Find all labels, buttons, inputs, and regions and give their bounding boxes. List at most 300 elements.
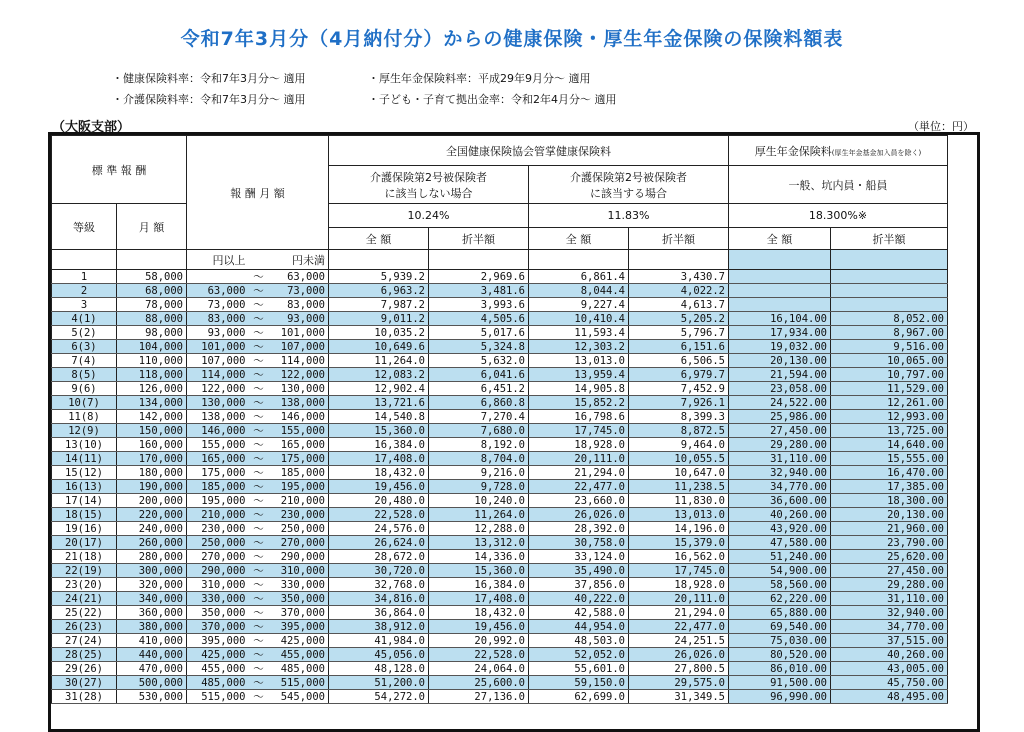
range-low-cell: 195,000 [187,494,249,508]
nokaigo-half-cell: 9,216.0 [429,466,529,480]
grade-cell: 13(10) [52,438,117,452]
monthly-cell: 260,000 [117,536,187,550]
range-low-cell: 122,000 [187,382,249,396]
nokaigo-half-cell: 22,528.0 [429,648,529,662]
table-row [52,564,948,578]
nokaigo-half-cell: 24,064.0 [429,662,529,676]
range-tilde: ～ [249,354,269,368]
table-row [52,508,948,522]
pension-half-cell: 29,280.00 [831,578,948,592]
grade-cell: 18(15) [52,508,117,522]
yen-below-label: 円未満 [269,250,329,270]
grade-cell: 11(8) [52,410,117,424]
pension-full-cell: 29,280.00 [729,438,831,452]
range-tilde: ～ [249,606,269,620]
nokaigo-half-cell: 5,324.8 [429,340,529,354]
nokaigo-full-cell: 14,540.8 [329,410,429,424]
grade-cell: 9(6) [52,382,117,396]
header-pension-label: 厚生年金保険料 [754,144,832,158]
pre-monthly [117,250,187,270]
range-low-cell: 425,000 [187,648,249,662]
nokaigo-full-cell: 30,720.0 [329,564,429,578]
nokaigo-full-cell: 10,649.6 [329,340,429,354]
table-row [52,480,948,494]
nokaigo-full-cell: 16,384.0 [329,438,429,452]
range-tilde: ～ [249,578,269,592]
kaigo-half-cell: 3,430.7 [629,270,729,284]
pension-half-cell: 8,052.00 [831,312,948,326]
kaigo-full-cell: 44,954.0 [529,620,629,634]
nokaigo-half-cell: 17,408.0 [429,592,529,606]
pension-full-cell: 31,110.00 [729,452,831,466]
kaigo-half-cell: 16,562.0 [629,550,729,564]
range-high-cell: 455,000 [269,648,329,662]
kaigo-half-cell: 6,506.5 [629,354,729,368]
kaigo-full-cell: 55,601.0 [529,662,629,676]
kaigo-half-cell: 8,872.5 [629,424,729,438]
range-tilde: ～ [249,396,269,410]
pension-full-cell: 43,920.00 [729,522,831,536]
range-tilde: ～ [249,522,269,536]
kaigo-full-cell: 48,503.0 [529,634,629,648]
grade-cell: 6(3) [52,340,117,354]
pre-c [529,250,629,270]
range-high-cell: 73,000 [269,284,329,298]
nokaigo-full-cell: 5,939.2 [329,270,429,284]
table-row [52,284,948,298]
range-high-cell: 130,000 [269,382,329,396]
nokaigo-full-cell: 19,456.0 [329,480,429,494]
kaigo-half-cell: 6,979.7 [629,368,729,382]
table-row [52,606,948,620]
range-low-cell: 270,000 [187,550,249,564]
kaigo-half-cell: 15,379.0 [629,536,729,550]
kaigo-full-cell: 26,026.0 [529,508,629,522]
nokaigo-half-cell: 7,680.0 [429,424,529,438]
range-tilde: ～ [249,298,269,312]
pension-half-cell: 34,770.00 [831,620,948,634]
pension-full-cell: 16,104.00 [729,312,831,326]
range-tilde: ～ [249,662,269,676]
pre-tilde [249,250,269,270]
grade-cell: 3 [52,298,117,312]
pension-half-cell: 14,640.00 [831,438,948,452]
pension-full-cell: 96,990.00 [729,690,831,704]
range-tilde: ～ [249,466,269,480]
kaigo-half-cell: 10,055.5 [629,452,729,466]
pension-full-cell: 69,540.00 [729,620,831,634]
table-row [52,592,948,606]
range-high-cell: 545,000 [269,690,329,704]
range-tilde: ～ [249,340,269,354]
range-high-cell: 485,000 [269,662,329,676]
range-high-cell: 195,000 [269,480,329,494]
table-row [52,382,948,396]
range-high-cell: 155,000 [269,424,329,438]
grade-cell: 23(20) [52,578,117,592]
grade-cell: 5(2) [52,326,117,340]
range-low-cell: 101,000 [187,340,249,354]
table-row [52,550,948,564]
table-row [52,424,948,438]
range-low-cell: 73,000 [187,298,249,312]
nokaigo-half-cell: 6,451.2 [429,382,529,396]
range-high-cell: 310,000 [269,564,329,578]
kaigo-full-cell: 6,861.4 [529,270,629,284]
range-low-cell: 290,000 [187,564,249,578]
range-tilde: ～ [249,438,269,452]
range-high-cell: 270,000 [269,536,329,550]
range-high-cell: 210,000 [269,494,329,508]
nokaigo-half-cell: 5,632.0 [429,354,529,368]
range-high-cell: 165,000 [269,438,329,452]
range-high-cell: 395,000 [269,620,329,634]
range-low-cell: 310,000 [187,578,249,592]
pension-half-cell: 15,555.00 [831,452,948,466]
grade-cell: 12(9) [52,424,117,438]
kaigo-full-cell: 14,905.8 [529,382,629,396]
header-pension-note: (厚生年金基金加入員を除く) [831,148,922,157]
pension-full-cell: 54,900.00 [729,564,831,578]
range-tilde: ～ [249,494,269,508]
range-low-cell: 155,000 [187,438,249,452]
grade-cell: 4(1) [52,312,117,326]
range-tilde: ～ [249,382,269,396]
table-row [52,354,948,368]
nokaigo-half-cell: 3,481.6 [429,284,529,298]
range-tilde: ～ [249,620,269,634]
monthly-cell: 160,000 [117,438,187,452]
range-low-cell: 370,000 [187,620,249,634]
header-kaigo-line2: に該当する場合 [590,186,667,200]
monthly-cell: 58,000 [117,270,187,284]
nokaigo-full-cell: 6,963.2 [329,284,429,298]
header-pension-type: 一般、坑内員・船員 [729,166,948,204]
kaigo-half-cell: 4,022.2 [629,284,729,298]
header-half-1: 折半額 [429,228,529,250]
table-row [52,676,948,690]
nokaigo-full-cell: 41,984.0 [329,634,429,648]
kaigo-full-cell: 40,222.0 [529,592,629,606]
kaigo-full-cell: 37,856.0 [529,578,629,592]
range-tilde: ～ [249,676,269,690]
monthly-cell: 410,000 [117,634,187,648]
nokaigo-full-cell: 17,408.0 [329,452,429,466]
monthly-cell: 104,000 [117,340,187,354]
monthly-cell: 78,000 [117,298,187,312]
header-full-2: 全 額 [529,228,629,250]
grade-cell: 29(26) [52,662,117,676]
pre-e [729,250,831,270]
range-high-cell: 425,000 [269,634,329,648]
pension-full-cell: 91,500.00 [729,676,831,690]
nokaigo-half-cell: 8,192.0 [429,438,529,452]
table-row [52,438,948,452]
pension-full-cell: 40,260.00 [729,508,831,522]
nokaigo-half-cell: 2,969.6 [429,270,529,284]
table-row [52,312,948,326]
header-full-1: 全 額 [329,228,429,250]
pension-full-cell: 47,580.00 [729,536,831,550]
kaigo-full-cell: 52,052.0 [529,648,629,662]
kaigo-full-cell: 11,593.4 [529,326,629,340]
header-full-3: 全 額 [729,228,831,250]
pension-full-cell [729,284,831,298]
grade-cell: 31(28) [52,690,117,704]
grade-cell: 10(7) [52,396,117,410]
nokaigo-full-cell: 32,768.0 [329,578,429,592]
nokaigo-full-cell: 28,672.0 [329,550,429,564]
kaigo-half-cell: 10,647.0 [629,466,729,480]
monthly-cell: 118,000 [117,368,187,382]
grade-cell: 21(18) [52,550,117,564]
range-tilde: ～ [249,690,269,704]
nokaigo-half-cell: 19,456.0 [429,620,529,634]
table-row [52,522,948,536]
pension-half-cell: 31,110.00 [831,592,948,606]
range-low-cell: 250,000 [187,536,249,550]
grade-cell: 30(27) [52,676,117,690]
pension-full-cell: 17,934.00 [729,326,831,340]
header-nokaigo-rate: 10.24% [329,204,529,228]
kaigo-half-cell: 5,205.2 [629,312,729,326]
nokaigo-full-cell: 20,480.0 [329,494,429,508]
header-half-3: 折半額 [831,228,948,250]
pension-full-cell: 20,130.00 [729,354,831,368]
pension-full-cell: 32,940.00 [729,466,831,480]
nokaigo-half-cell: 25,600.0 [429,676,529,690]
pension-half-cell: 12,261.00 [831,396,948,410]
nokaigo-half-cell: 7,270.4 [429,410,529,424]
pension-half-cell [831,284,948,298]
nokaigo-full-cell: 12,083.2 [329,368,429,382]
kaigo-half-cell: 6,151.6 [629,340,729,354]
header-nokaigo [329,166,529,204]
nokaigo-half-cell: 8,704.0 [429,452,529,466]
kaigo-full-cell: 20,111.0 [529,452,629,466]
kaigo-full-cell: 23,660.0 [529,494,629,508]
pension-half-cell: 10,797.00 [831,368,948,382]
grade-cell: 22(19) [52,564,117,578]
pension-half-cell [831,270,948,284]
kaigo-half-cell: 24,251.5 [629,634,729,648]
range-low-cell [187,270,249,284]
table-row [52,368,948,382]
monthly-cell: 190,000 [117,480,187,494]
note-pension-rate: ・厚生年金保険料率：平成29年9月分～ 適用 [368,72,591,85]
range-high-cell: 370,000 [269,606,329,620]
nokaigo-half-cell: 14,336.0 [429,550,529,564]
monthly-cell: 280,000 [117,550,187,564]
range-tilde: ～ [249,270,269,284]
nokaigo-half-cell: 18,432.0 [429,606,529,620]
note-health-rate: ・健康保険料率：令和7年3月分～ 適用 [112,72,306,85]
range-low-cell: 146,000 [187,424,249,438]
pension-half-cell: 18,300.00 [831,494,948,508]
pension-full-cell: 58,560.00 [729,578,831,592]
kaigo-full-cell: 13,959.4 [529,368,629,382]
pension-half-cell: 20,130.00 [831,508,948,522]
range-low-cell: 175,000 [187,466,249,480]
grade-cell: 7(4) [52,354,117,368]
range-high-cell: 515,000 [269,676,329,690]
header-range: 報 酬 月 額 [187,136,329,250]
range-high-cell: 330,000 [269,578,329,592]
kaigo-half-cell: 27,800.5 [629,662,729,676]
range-high-cell: 250,000 [269,522,329,536]
header-kaigo [529,166,729,204]
nokaigo-full-cell: 48,128.0 [329,662,429,676]
range-low-cell: 107,000 [187,354,249,368]
range-tilde: ～ [249,284,269,298]
pension-full-cell: 65,880.00 [729,606,831,620]
kaigo-half-cell: 17,745.0 [629,564,729,578]
pension-half-cell: 32,940.00 [831,606,948,620]
nokaigo-half-cell: 6,860.8 [429,396,529,410]
kaigo-full-cell: 28,392.0 [529,522,629,536]
monthly-cell: 98,000 [117,326,187,340]
kaigo-half-cell: 29,575.0 [629,676,729,690]
header-nokaigo-line1: 介護保険第2号被保険者 [370,170,487,184]
grade-cell: 27(24) [52,634,117,648]
kaigo-full-cell: 22,477.0 [529,480,629,494]
range-low-cell: 230,000 [187,522,249,536]
nokaigo-full-cell: 18,432.0 [329,466,429,480]
range-high-cell: 101,000 [269,326,329,340]
table-row [52,648,948,662]
range-low-cell: 330,000 [187,592,249,606]
grade-cell: 14(11) [52,452,117,466]
monthly-cell: 170,000 [117,452,187,466]
pension-half-cell: 17,385.00 [831,480,948,494]
table-row [52,298,948,312]
range-low-cell: 185,000 [187,480,249,494]
nokaigo-half-cell: 16,384.0 [429,578,529,592]
range-tilde: ～ [249,326,269,340]
range-low-cell: 485,000 [187,676,249,690]
range-tilde: ～ [249,592,269,606]
range-high-cell: 138,000 [269,396,329,410]
pension-half-cell: 8,967.00 [831,326,948,340]
grade-cell: 17(14) [52,494,117,508]
range-low-cell: 138,000 [187,410,249,424]
pre-grade [52,250,117,270]
nokaigo-half-cell: 20,992.0 [429,634,529,648]
pension-full-cell: 27,450.00 [729,424,831,438]
monthly-cell: 360,000 [117,606,187,620]
monthly-cell: 88,000 [117,312,187,326]
table-rows [52,270,948,704]
monthly-cell: 220,000 [117,508,187,522]
pension-full-cell: 86,010.00 [729,662,831,676]
range-low-cell: 83,000 [187,312,249,326]
pension-half-cell [831,298,948,312]
header-half-2: 折半額 [629,228,729,250]
nokaigo-half-cell: 9,728.0 [429,480,529,494]
monthly-cell: 500,000 [117,676,187,690]
pension-full-cell: 75,030.00 [729,634,831,648]
kaigo-full-cell: 10,410.4 [529,312,629,326]
kaigo-half-cell: 8,399.3 [629,410,729,424]
nokaigo-full-cell: 38,912.0 [329,620,429,634]
range-tilde: ～ [249,564,269,578]
pension-full-cell: 34,770.00 [729,480,831,494]
range-tilde: ～ [249,648,269,662]
range-high-cell: 350,000 [269,592,329,606]
range-high-cell: 146,000 [269,410,329,424]
nokaigo-full-cell: 22,528.0 [329,508,429,522]
range-low-cell: 165,000 [187,452,249,466]
pre-f [831,250,948,270]
pension-half-cell: 37,515.00 [831,634,948,648]
kaigo-half-cell: 11,830.0 [629,494,729,508]
nokaigo-full-cell: 45,056.0 [329,648,429,662]
range-tilde: ～ [249,452,269,466]
monthly-cell: 200,000 [117,494,187,508]
kaigo-half-cell: 14,196.0 [629,522,729,536]
monthly-cell: 380,000 [117,620,187,634]
range-tilde: ～ [249,508,269,522]
pre-a [329,250,429,270]
kaigo-full-cell: 17,745.0 [529,424,629,438]
pre-d [629,250,729,270]
monthly-cell: 150,000 [117,424,187,438]
note-care-rate: ・介護保険料率：令和7年3月分～ 適用 [112,93,306,106]
nokaigo-full-cell: 34,816.0 [329,592,429,606]
table-row [52,466,948,480]
monthly-cell: 530,000 [117,690,187,704]
nokaigo-half-cell: 27,136.0 [429,690,529,704]
pension-half-cell: 48,495.00 [831,690,948,704]
table-row [52,690,948,704]
header-grade: 等級 [52,204,117,250]
table-row [52,326,948,340]
pension-half-cell: 9,516.00 [831,340,948,354]
grade-cell: 20(17) [52,536,117,550]
pension-full-cell: 25,986.00 [729,410,831,424]
pension-full-cell: 80,520.00 [729,648,831,662]
range-tilde: ～ [249,424,269,438]
range-low-cell: 210,000 [187,508,249,522]
kaigo-half-cell: 7,452.9 [629,382,729,396]
pension-half-cell: 11,529.00 [831,382,948,396]
pension-full-cell: 24,522.00 [729,396,831,410]
range-tilde: ～ [249,550,269,564]
monthly-cell: 134,000 [117,396,187,410]
grade-cell: 28(25) [52,648,117,662]
kaigo-half-cell: 31,349.5 [629,690,729,704]
kaigo-half-cell: 22,477.0 [629,620,729,634]
range-tilde: ～ [249,368,269,382]
kaigo-full-cell: 35,490.0 [529,564,629,578]
pre-b [429,250,529,270]
range-high-cell: 63,000 [269,270,329,284]
range-high-cell: 114,000 [269,354,329,368]
monthly-cell: 142,000 [117,410,187,424]
monthly-cell: 470,000 [117,662,187,676]
nokaigo-full-cell: 26,624.0 [329,536,429,550]
range-high-cell: 185,000 [269,466,329,480]
range-high-cell: 107,000 [269,340,329,354]
yen-above-label: 円以上 [187,250,249,270]
pension-half-cell: 23,790.00 [831,536,948,550]
kaigo-half-cell: 5,796.7 [629,326,729,340]
range-low-cell: 350,000 [187,606,249,620]
nokaigo-full-cell: 9,011.2 [329,312,429,326]
pension-half-cell: 21,960.00 [831,522,948,536]
range-tilde: ～ [249,536,269,550]
pension-half-cell: 16,470.00 [831,466,948,480]
